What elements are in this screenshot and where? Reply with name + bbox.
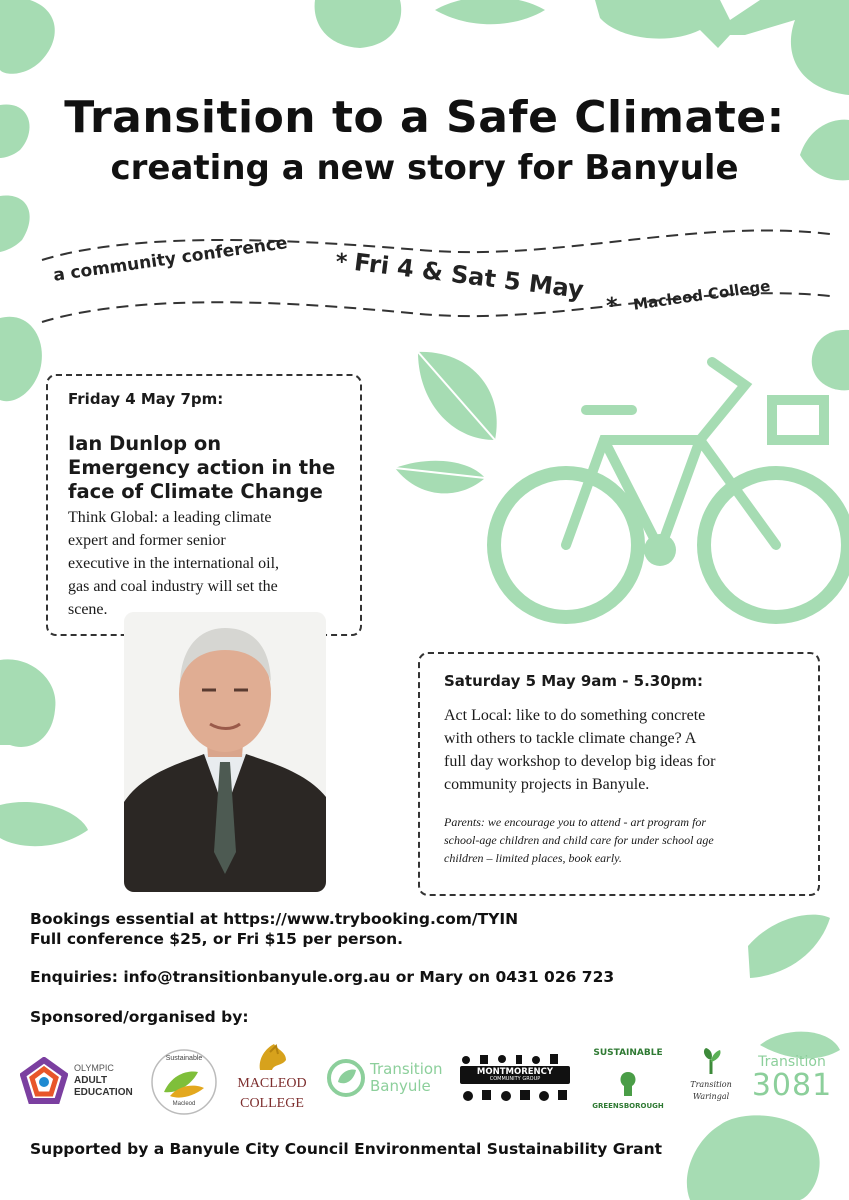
macleod-college-logo [226, 1040, 318, 1116]
waringal-line-1: Transition [690, 1080, 732, 1089]
broccoli-icon [687, 1115, 820, 1200]
bookings-line-2: Full conference $25, or Fri $15 per person. [30, 930, 404, 948]
saturday-box [418, 652, 820, 896]
sustainable-macleod-top: Sustainable [165, 1055, 203, 1062]
t3081-line-1: Transition [758, 1054, 826, 1070]
olympic-line-2: ADULT [74, 1075, 108, 1086]
friday-box [46, 374, 362, 636]
friday-desc-2: expert and former senior [68, 532, 226, 549]
saturday-desc-1: Act Local: like to do something concrete [444, 707, 706, 724]
parents-note-2: school-age children and child care for under school age [444, 833, 714, 847]
sustainable-macleod-logo [150, 1048, 218, 1116]
sponsors-label: Sponsored/organised by: [30, 1008, 249, 1026]
montmorency-line-2: COMMUNITY GROUP [489, 1076, 541, 1082]
friday-desc-5: scene. [68, 601, 108, 618]
olympic-line-3: EDUCATION [74, 1087, 133, 1098]
saturday-desc-4: community projects in Banyule. [444, 776, 650, 793]
banner-separator-1: * [336, 250, 348, 275]
subtitle: creating a new story for Banyule [110, 148, 739, 188]
saturday-heading: Saturday 5 May 9am - 5.30pm: [444, 672, 704, 690]
leaf-icon [0, 802, 88, 846]
transition-waringal-logo [676, 1046, 746, 1110]
friday-desc-1: Think Global: a leading climate [68, 509, 272, 526]
transition-banyule-line-1: Transition [370, 1060, 443, 1078]
tomato-icon [315, 0, 402, 48]
bicycle-top-icon [595, 0, 849, 95]
leaf-icon [435, 0, 545, 24]
saturday-desc-3: full day workshop to develop big ideas for [444, 753, 716, 770]
main-title: Transition to a Safe Climate: [64, 92, 785, 143]
olympic-line-1: OLYMPIC [74, 1063, 114, 1073]
banner-part2: Fri 4 & Sat 5 May [352, 248, 586, 304]
bookings-line-1: Bookings essential at https://www.trybooking.com/TYIN [30, 910, 519, 928]
banner-part1: a community conference [52, 233, 289, 286]
t3081-line-2: 3081 [751, 1068, 833, 1103]
parents-note-3: children – limited places, book early. [444, 851, 622, 865]
transition-banyule-logo [326, 1058, 446, 1102]
banner-part3: Macleod College [632, 276, 772, 314]
leaf-icon [748, 915, 830, 978]
sustainable-greensborough-logo [590, 1042, 666, 1118]
parents-note-1: Parents: we encourage you to attend - art program for [444, 815, 707, 829]
friday-heading: Friday 4 May 7pm: [68, 390, 224, 408]
transition-banyule-line-2: Banyule [370, 1077, 431, 1095]
sustainable-macleod-bottom: Macleod [172, 1101, 196, 1107]
waringal-line-2: Waringal [692, 1092, 730, 1101]
banner-separator-2: * [606, 294, 618, 319]
speaker-line-3: face of Climate Change [68, 480, 323, 503]
macleod-college-line-2: COLLEGE [240, 1096, 304, 1111]
speaker-line-2: Emergency action in the [68, 456, 336, 479]
macleod-college-line-1: MACLEOD [237, 1076, 307, 1091]
friday-desc-4: gas and coal industry will set the [68, 578, 278, 595]
broccoli-icon [0, 659, 56, 747]
pear-icon [0, 0, 55, 74]
montmorency-line-1: MONTMORENCY [476, 1067, 554, 1077]
saturday-desc-2: with others to tackle climate change? A [444, 730, 697, 747]
montmorency-community-group-logo [456, 1052, 574, 1108]
olympic-adult-education-logo [20, 1057, 142, 1107]
greensborough-bottom: GREENSBOROUGH [592, 1102, 664, 1110]
speaker-photo [124, 612, 326, 892]
enquiries-line: Enquiries: info@transitionbanyule.org.au or Mary on 0431 026 723 [30, 968, 615, 986]
footer-grant-line: Supported by a Banyule City Council Environmental Sustainability Grant [30, 1140, 663, 1158]
speaker-line-1: Ian Dunlop on [68, 432, 222, 455]
greensborough-top: SUSTAINABLE [593, 1048, 663, 1058]
friday-desc-3: executive in the international oil, [68, 555, 280, 572]
transition-3081-logo [750, 1054, 834, 1110]
